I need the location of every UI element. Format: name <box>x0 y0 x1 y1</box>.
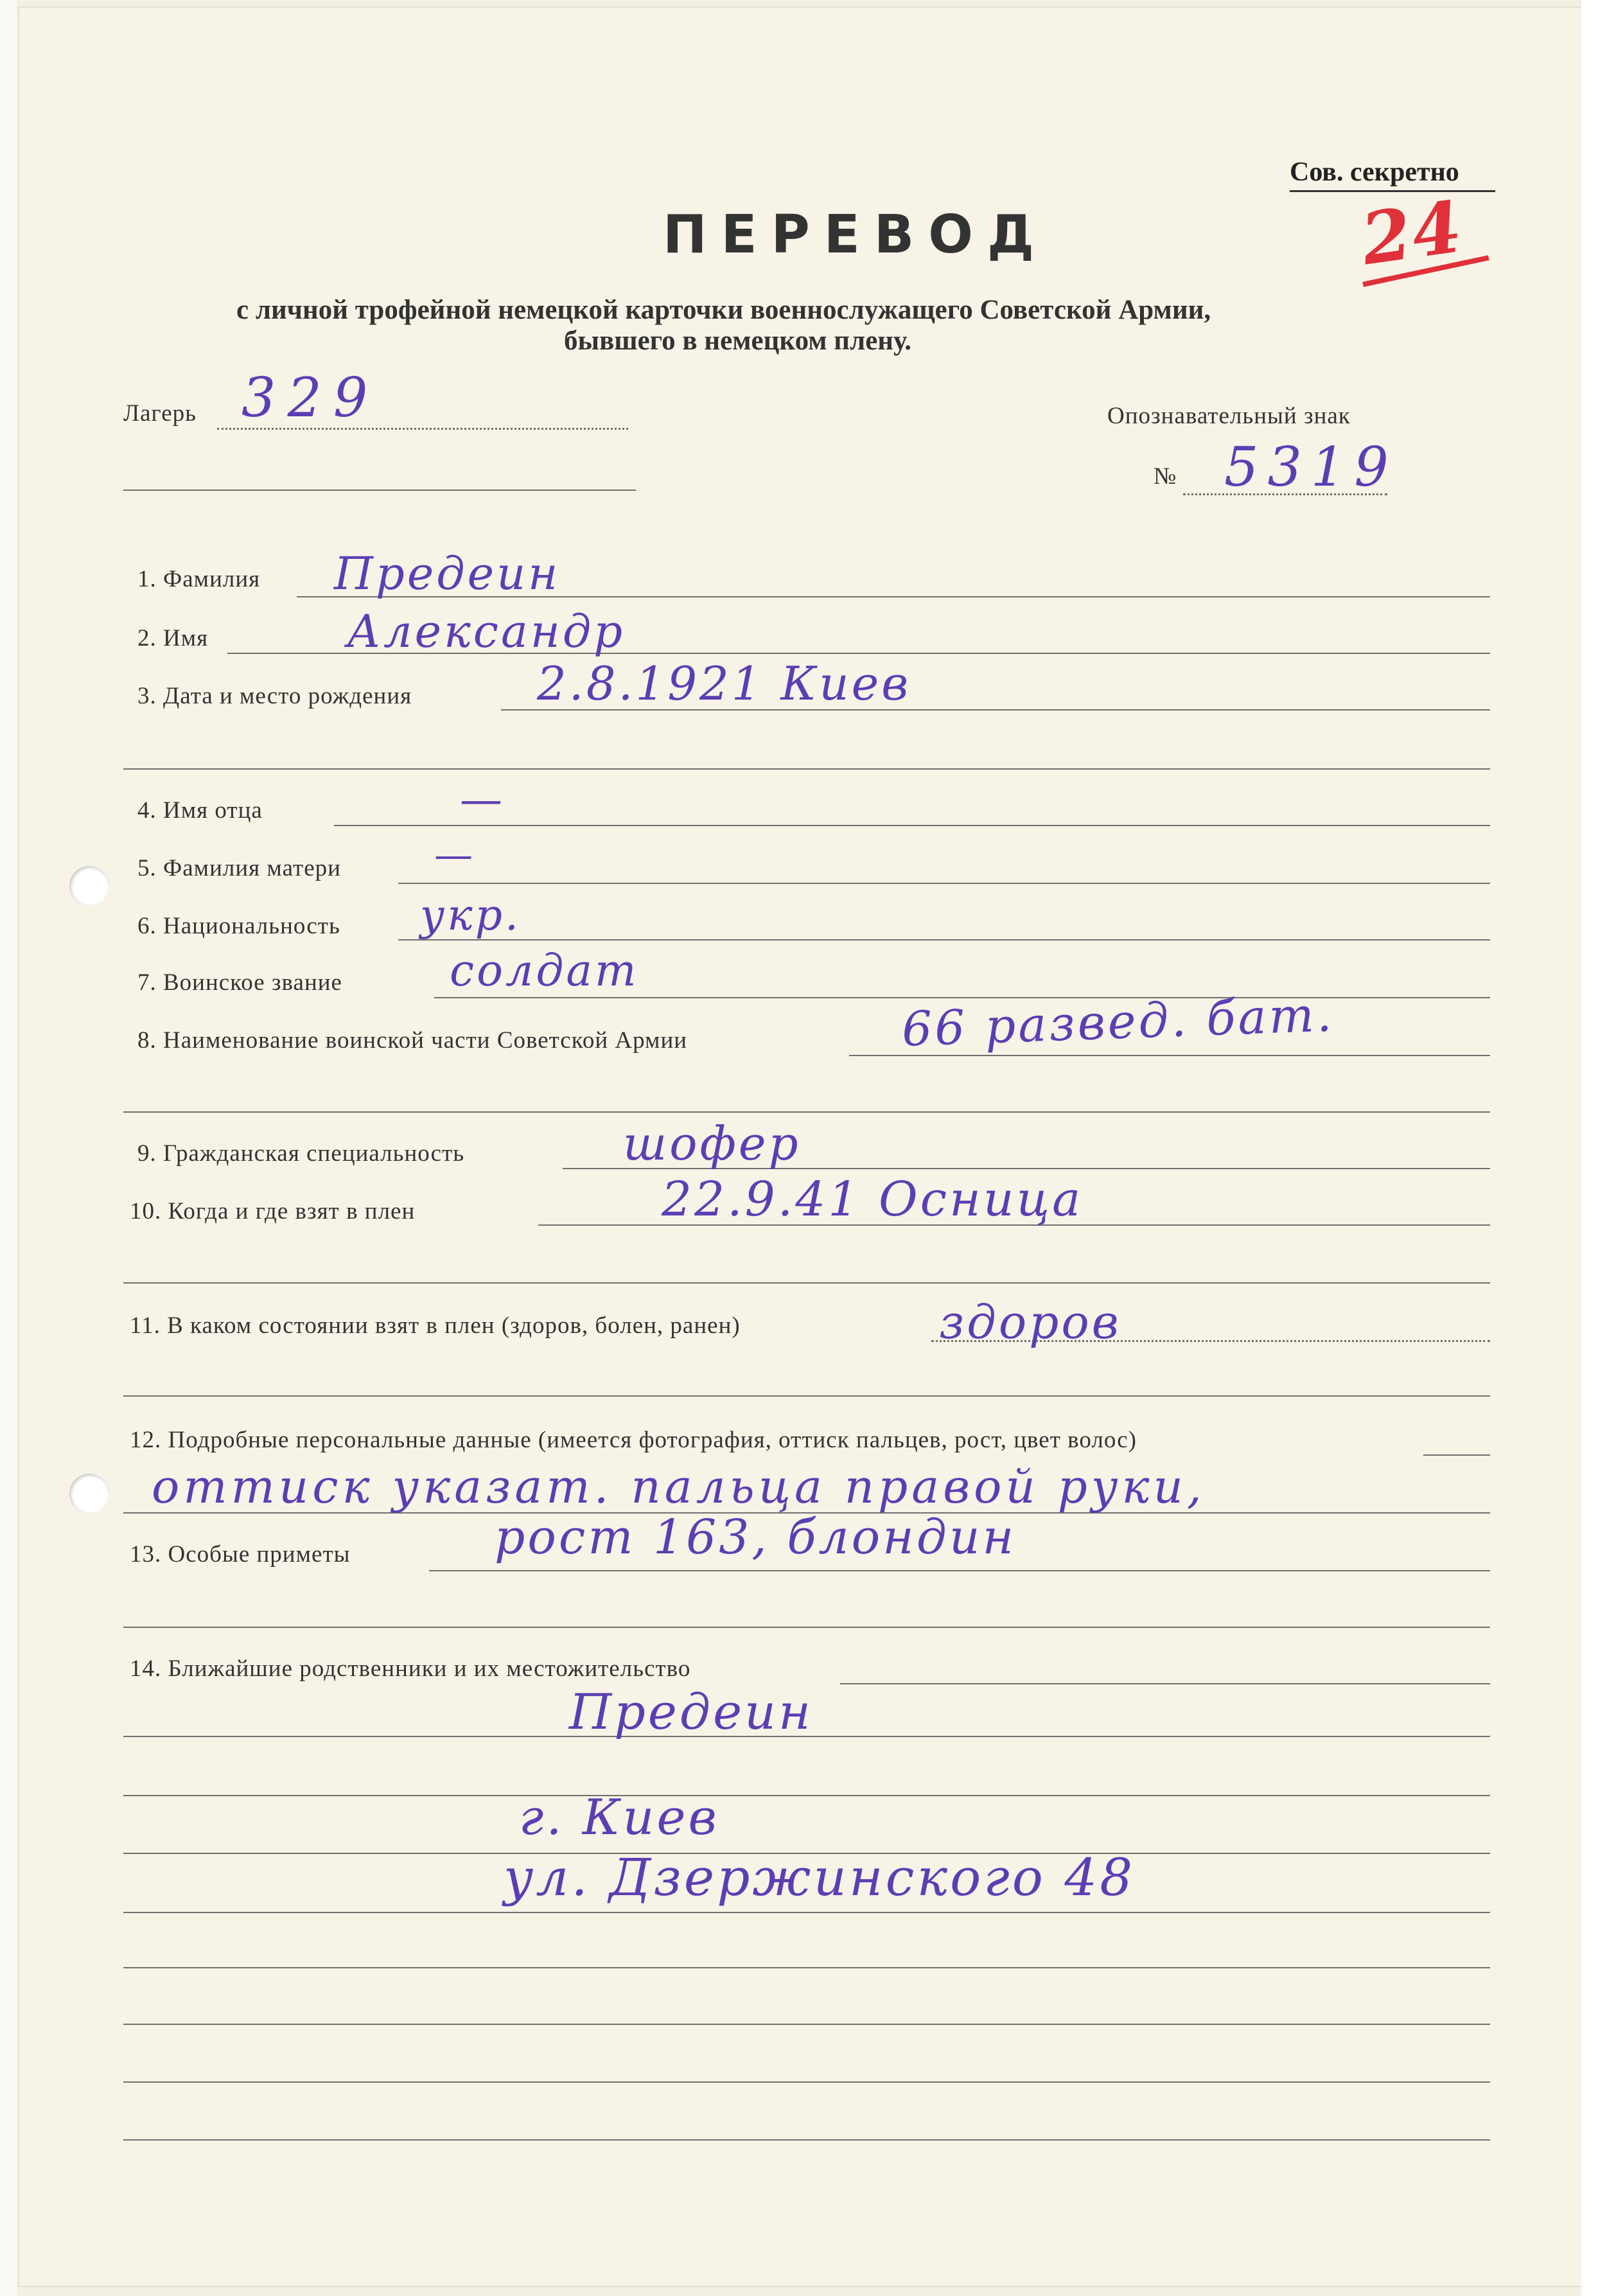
relatives-line-5 <box>123 1967 1490 1968</box>
camp-label: Лагерь <box>123 400 197 427</box>
field-unit-extra-line <box>123 1111 1490 1113</box>
camp-value: 329 <box>241 366 380 429</box>
classification-underline <box>1290 190 1495 192</box>
field-condition-extra-line <box>123 1395 1490 1397</box>
field-special-marks-label: 13. Особые приметы <box>130 1541 351 1567</box>
scan-right-edge <box>1581 0 1598 2296</box>
document-subtitle-line2: бывшего в немецком плену. <box>564 326 912 356</box>
field-mother-line <box>398 883 1490 884</box>
field-birth-extra-line <box>123 768 1490 770</box>
field-birth-label: 3. Дата и место рождения <box>137 683 412 709</box>
field-surname-value: Предеин <box>334 547 561 600</box>
field-birth-value: 2.8.1921 Киев <box>537 657 911 711</box>
field-father-value: — <box>460 775 505 824</box>
field-special-marks-value: рост 163, блондин <box>495 1510 1017 1565</box>
relatives-line-7 <box>123 2081 1490 2083</box>
red-annotation-number: 24 <box>1356 184 1468 281</box>
field-nationality-label: 6. Национальность <box>137 913 340 939</box>
punch-hole-top <box>69 866 109 906</box>
field-father-label: 4. Имя отца <box>137 797 263 824</box>
relatives-line-2 <box>123 1795 1490 1796</box>
field-nationality-line <box>398 939 1490 940</box>
field-profession-value: шофер <box>623 1117 801 1170</box>
field-rank-label: 7. Воинское звание <box>137 969 342 996</box>
relatives-line-4 <box>123 1912 1490 1913</box>
field-relatives-line <box>840 1683 1490 1684</box>
field-name-value: Александр <box>347 605 626 658</box>
relatives-street: ул. Дзержинского 48 <box>504 1848 1136 1907</box>
field-profession-label: 9. Гражданская специальность <box>137 1140 465 1167</box>
field-personal-data-line <box>1423 1454 1490 1456</box>
field-special-marks-line <box>429 1570 1490 1571</box>
document-title: ПЕРЕВОД <box>663 204 1048 265</box>
field-surname-label: 1. Фамилия <box>137 566 261 592</box>
punch-hole-bottom <box>69 1474 109 1514</box>
field-relatives-label: 14. Ближайшие родственники и их местожительство <box>130 1656 691 1682</box>
id-tag-value: 5319 <box>1224 436 1398 499</box>
relatives-city: г. Киев <box>519 1788 719 1846</box>
field-unit-label: 8. Наименование воинской части Советской Армии <box>137 1027 688 1054</box>
relatives-line-8 <box>123 2139 1490 2141</box>
field-personal-data-value: оттиск указат. пальца правой руки, <box>152 1460 1206 1514</box>
relatives-surname: Предеин <box>569 1683 814 1740</box>
field-personal-data-label: 12. Подробные персональные данные (имеется фотография, оттиск пальцев, рост, цвет волос) <box>130 1427 1137 1453</box>
field-name-label: 2. Имя <box>137 625 209 651</box>
field-captured-extra-line <box>123 1282 1490 1284</box>
field-captured-value: 22.9.41 Осница <box>662 1172 1084 1227</box>
scan-left-edge <box>0 0 17 2296</box>
field-father-line <box>334 825 1490 826</box>
field-condition-value: здоров <box>939 1295 1121 1349</box>
field-captured-label: 10. Когда и где взят в плен <box>130 1198 416 1224</box>
field-unit-value: 66 развед. бат. <box>900 987 1335 1057</box>
field-rank-value: солдат <box>450 946 639 996</box>
field-special-marks-extra-line <box>123 1627 1490 1628</box>
document-subtitle-line1: с личной трофейной немецкой карточки военнослужащего Советской Армии, <box>236 295 1211 325</box>
classification-stamp: Сов. секретно <box>1290 157 1459 187</box>
id-tag-number-sign: № <box>1154 463 1177 490</box>
camp-second-line <box>123 490 636 491</box>
field-nationality-value: укр. <box>420 890 521 940</box>
field-mother-label: 5. Фамилия матери <box>137 855 341 881</box>
field-condition-label: 11. В каком состоянии взят в плен (здоров, болен, ранен) <box>130 1312 741 1339</box>
relatives-line-6 <box>123 2024 1490 2025</box>
id-tag-label: Опознавательный знак <box>1107 403 1351 429</box>
field-mother-value: — <box>434 833 475 878</box>
